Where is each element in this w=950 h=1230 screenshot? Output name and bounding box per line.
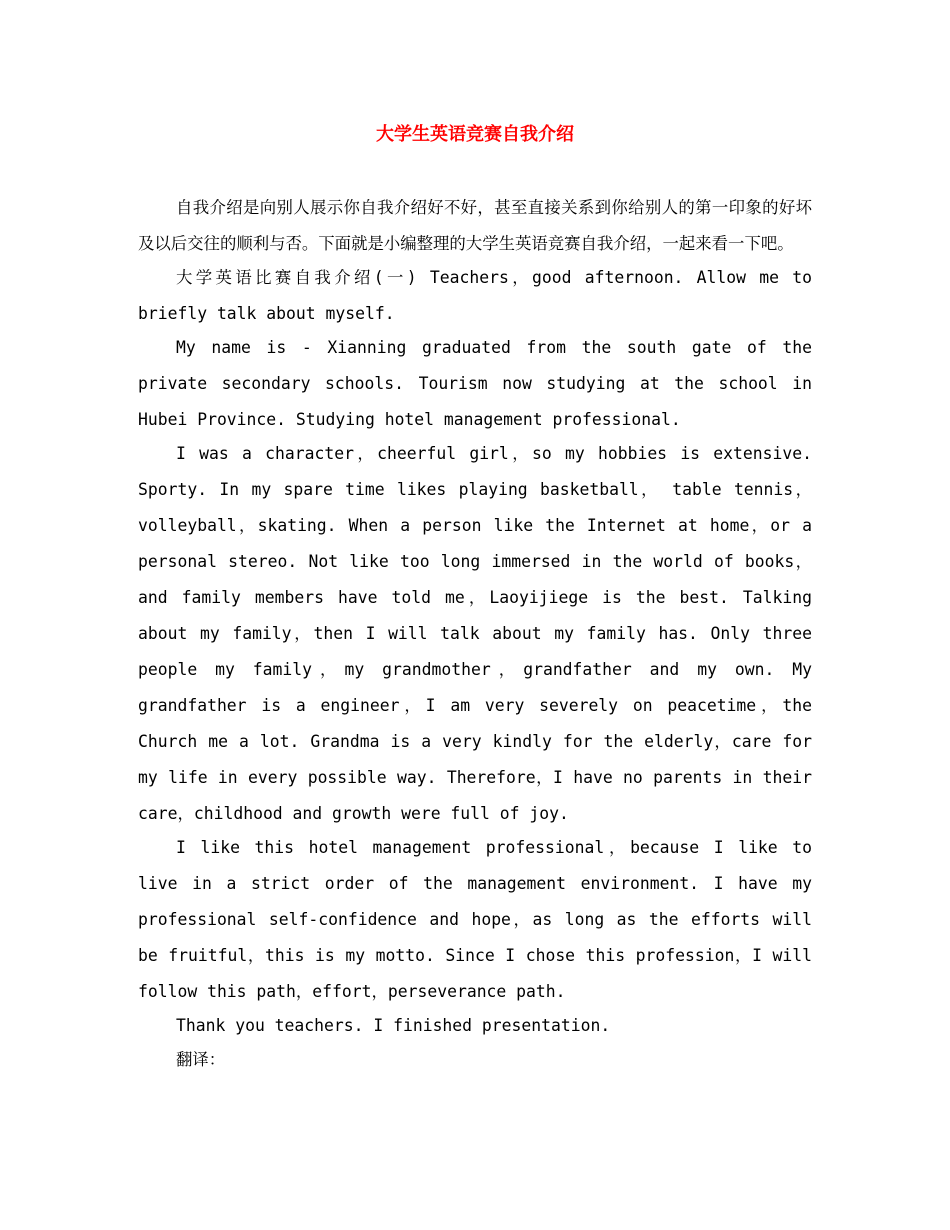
paragraph-character: I was a character，cheerful girl，so my hobbies is extensive. Sporty. In my spare time likes playing basketball， table tennis，volleyball，skating. When a person like the Internet at home，or a personal stereo. Not like too long immersed in the world of books，and family members have told me，Laoyijiege is the best. Talking about my family，then I will talk about my family has. Only three people my family，my grandmother，grandfather and my own. My grandfather is a engineer，I am very severely on peacetime，the Church me a lot. Grandma is a very kindly for the elderly，care for my life in every possible way. Therefore，I have no parents in their care，childhood and growth were full of joy.: [138, 444, 812, 823]
document-body: [138, 190, 812, 1078]
paragraph-intro: 自我介绍是向别人展示你自我介绍好不好，甚至直接关系到你给别人的第一印象的好坏及以后交往的顺利与否。下面就是小编整理的大学生英语竞赛自我介绍，一起来看一下吧。: [138, 198, 812, 253]
paragraph-thanks: Thank you teachers. I finished presentation.: [176, 1016, 611, 1035]
paragraph-translation-label: 翻译：: [176, 1050, 226, 1069]
paragraph-profession: I like this hotel management professional，because I like to live in a strict order of the management environment. I have my professional self-confidence and hope，as long as the efforts will be fruitful，this is my motto. Since I chose this profession，I will follow this path，effort，perseverance path.: [138, 838, 812, 1001]
paragraph-section-heading: 大学英语比赛自我介绍(一) Teachers，good afternoon. Allow me to briefly talk about myself.: [138, 268, 812, 323]
paragraph-name: My name is - Xianning graduated from the south gate of the private secondary schools. Tourism now studying at the school in Hubei Province. Studying hotel management professional.: [138, 338, 812, 429]
document-title: 大学生英语竞赛自我介绍: [376, 124, 574, 145]
